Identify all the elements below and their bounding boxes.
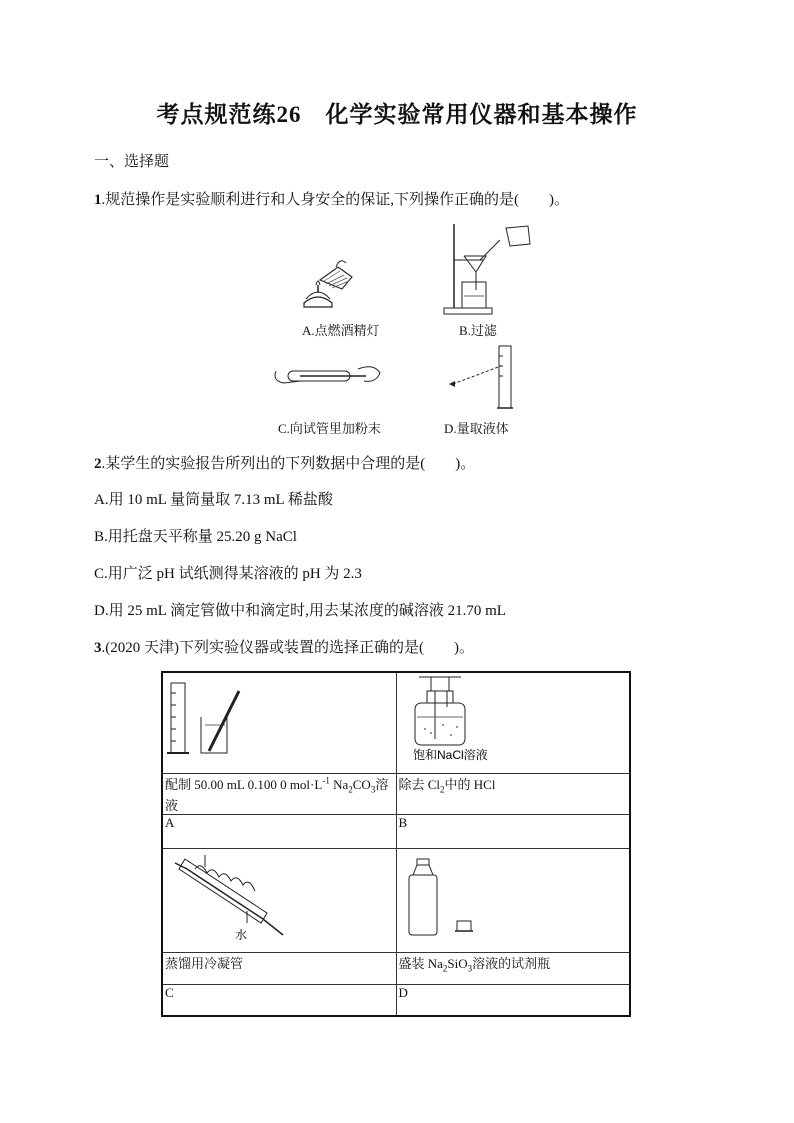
figure-cell-d	[396, 848, 630, 952]
description-c: 蒸馏用冷凝管	[162, 952, 396, 984]
caption-c: C.向试管里加粉末	[278, 421, 381, 436]
description-d: 盛装 $Na_2SiO_3$溶液的试剂瓶	[396, 952, 630, 984]
caption-b: B.过滤	[459, 323, 497, 338]
question-1	[94, 188, 569, 209]
description-a: 配制 50.00 mL 0.100 0 $mol\cdot L^{-1}$ $Na_2CO_3$溶液	[162, 774, 396, 815]
question-number: 2	[94, 456, 102, 472]
figure-label: 饱和NaCl溶液	[412, 748, 488, 762]
test-tube-figure	[270, 355, 385, 395]
option-b: B.用托盘天平称量 25.20 g NaCl	[94, 529, 297, 545]
option-c: C.用广泛 pH 试纸测得某溶液的 pH 为 2.3	[94, 566, 362, 582]
option-d: D.用 25 mL 滴定管做中和滴定时,用去某浓度的碱溶液 21.70 mL	[94, 603, 506, 619]
condenser-figure	[165, 849, 305, 945]
question-text: .某学生的实验报告所列出的下列数据中合理的是( )。	[101, 456, 476, 472]
cylinder-reading-figure	[445, 342, 525, 412]
options-table	[161, 671, 631, 1017]
question-number: 3	[94, 640, 102, 656]
alcohol-lamp-figure	[296, 255, 366, 320]
volumetric-setup-figure	[165, 673, 285, 769]
option-a: A.用 10 mL 量筒量取 7.13 mL 稀盐酸	[94, 492, 333, 508]
question-text: .(2020 天津)下列实验仪器或装置的选择正确的是( )。	[101, 640, 474, 656]
question-3	[94, 636, 474, 657]
label-c: C	[162, 984, 396, 1016]
caption-a: A.点燃酒精灯	[302, 323, 380, 338]
question-2	[94, 452, 475, 473]
label-d: D	[396, 984, 630, 1016]
section-heading: 一、选择题	[94, 154, 170, 170]
caption-d: D.量取液体	[444, 421, 509, 436]
page-title: 考点规范练26 化学实验常用仪器和基本操作	[156, 102, 638, 127]
label-b: B	[396, 814, 630, 848]
reagent-bottle-figure	[399, 849, 519, 945]
label-a: A	[162, 814, 396, 848]
figure-cell-b	[396, 672, 630, 774]
question-number: 1	[94, 192, 102, 208]
description-b: 除去 $Cl_2$中的 HCl	[396, 774, 630, 815]
gas-washing-bottle-figure	[399, 673, 519, 769]
question-text: .规范操作是实验顺利进行和人身安全的保证,下列操作正确的是( )。	[101, 192, 569, 208]
figure-cell-c	[162, 848, 396, 952]
figure-cell-a	[162, 672, 396, 774]
figure-label: 水	[235, 927, 248, 942]
filtration-figure	[440, 220, 540, 320]
